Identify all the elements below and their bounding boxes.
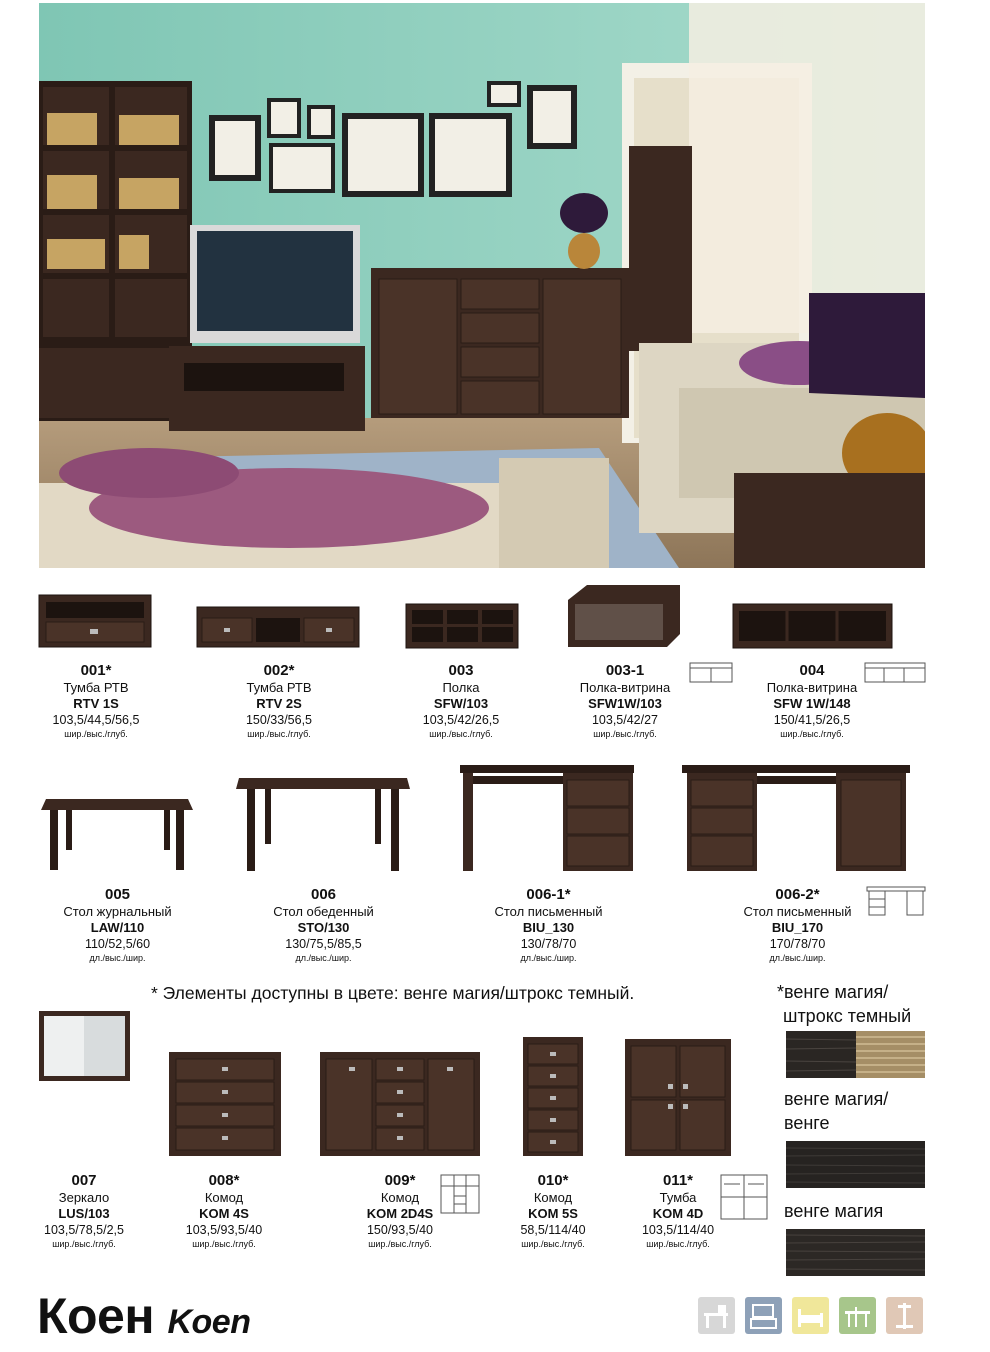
bedroom-icon[interactable] (792, 1297, 829, 1334)
product-name: Стол журнальный (63, 904, 172, 919)
product-dims: 103,5/42/27 (591, 713, 659, 727)
product-003 (405, 662, 517, 740)
chest-4s-image (168, 1051, 282, 1157)
availability-note: * Элементы доступны в цвете: венге магия/штрокс темный. (151, 983, 635, 1003)
swatch-2-label-line2: венге (784, 1113, 830, 1133)
shelf-image (405, 603, 519, 649)
product-unit: дл./выс./шир. (520, 953, 577, 963)
product-002 (223, 662, 335, 740)
product-code: 007 (71, 1172, 97, 1189)
product-model: SFW/103 (433, 696, 489, 711)
product-code: 006 (310, 886, 337, 903)
product-model: BIU_170 (771, 920, 824, 935)
product-code: 004 (799, 662, 825, 679)
swatch-wenge-magic-strox[interactable] (786, 1031, 925, 1078)
swatch-wenge-magic-wenge[interactable] (786, 1141, 925, 1188)
product-code: 005 (104, 886, 131, 903)
product-code: 009* (384, 1172, 416, 1189)
product-name: Полка (442, 680, 480, 695)
glass-shelf-sketch (689, 662, 733, 684)
product-006-1 (476, 886, 621, 964)
product-model: KOM 4D (652, 1206, 704, 1221)
product-model: LAW/110 (90, 920, 145, 935)
product-dims: 130/78/70 (520, 937, 577, 951)
product-dims: 150/41,5/26,5 (773, 713, 851, 727)
product-name: Тумба РТВ (63, 680, 129, 695)
product-dims: 130/75,5/85,5 (285, 937, 362, 951)
swatch-3-label (784, 1199, 883, 1223)
product-model: KOM 5S (528, 1206, 578, 1221)
product-unit: шир./выс./глуб. (429, 729, 493, 739)
product-008 (166, 1172, 282, 1250)
product-001 (40, 662, 152, 740)
product-dims: 110/52,5/60 (84, 937, 151, 951)
desk-170-image (681, 764, 911, 872)
product-code: 003-1 (605, 662, 645, 679)
product-model: KOM 4S (199, 1206, 249, 1221)
product-dims: 170/78/70 (769, 937, 826, 951)
product-name: Полка-витрина (579, 680, 671, 695)
product-unit: шир./выс./глуб. (192, 1239, 256, 1249)
product-dims: 58,5/114/40 (520, 1223, 586, 1237)
interior-photo (39, 3, 925, 568)
hallway-icon[interactable] (886, 1297, 923, 1334)
product-name: Тумба (659, 1190, 697, 1205)
product-dims: 103,5/44,5/56,5 (52, 713, 140, 727)
product-name: Комод (204, 1190, 244, 1205)
product-model: SFW 1W/148 (773, 696, 851, 711)
product-unit: шир./выс./глуб. (368, 1239, 432, 1249)
dining-table-image (235, 777, 411, 872)
product-name: Тумба РТВ (246, 680, 312, 695)
product-unit: шир./выс./глуб. (593, 729, 657, 739)
product-model: SFW1W/103 (588, 696, 662, 711)
collection-title-cyrillic: Коен (37, 1288, 155, 1344)
glass-shelf-148-image (732, 603, 893, 649)
product-004 (756, 662, 868, 740)
dining-room-icon[interactable] (839, 1297, 876, 1334)
living-room-icon[interactable] (745, 1297, 782, 1334)
desk-130-image (459, 764, 635, 872)
product-006-2 (725, 886, 870, 964)
tv-stand-2-image (196, 606, 360, 648)
product-name: Стол обеденный (273, 904, 374, 919)
glass-shelf-image (567, 584, 681, 648)
product-model: RTV 1S (73, 696, 119, 711)
swatch-1-label-line2: штрокс темный (783, 1006, 912, 1026)
product-code: 003 (448, 662, 474, 679)
product-model: RTV 2S (256, 696, 302, 711)
product-005 (45, 886, 190, 964)
product-code: 006-2* (775, 886, 820, 903)
swatch-1-label-line1: *венге магия/ (777, 982, 889, 1002)
product-name: Комод (380, 1190, 420, 1205)
product-code: 001* (80, 662, 112, 679)
product-dims: 103,5/78,5/2,5 (44, 1223, 124, 1237)
collection-title-latin: Koen (167, 1303, 251, 1341)
product-unit: шир./выс./глуб. (780, 729, 844, 739)
product-code: 010* (537, 1172, 569, 1189)
product-006 (251, 886, 396, 964)
product-unit: шир./выс./глуб. (521, 1239, 585, 1249)
product-003-1 (569, 662, 681, 740)
product-code: 006-1* (526, 886, 571, 903)
product-unit: дл./выс./шир. (769, 953, 826, 963)
product-name: Комод (533, 1190, 573, 1205)
product-model: BIU_130 (522, 920, 575, 935)
product-010 (495, 1172, 611, 1250)
coffee-table-image (40, 798, 194, 872)
desk-170-sketch (866, 886, 926, 916)
product-unit: шир./выс./глуб. (646, 1239, 710, 1249)
product-code: 008* (208, 1172, 240, 1189)
product-name: Полка-витрина (766, 680, 858, 695)
product-unit: шир./выс./глуб. (247, 729, 311, 739)
chest-2d4s-image (319, 1051, 481, 1157)
product-model: STO/130 (297, 920, 350, 935)
product-name: Зеркало (58, 1190, 110, 1205)
product-dims: 103,5/42/26,5 (422, 713, 500, 727)
product-dims: 150/93,5/40 (366, 1223, 434, 1237)
swatch-wenge-magic[interactable] (786, 1229, 925, 1276)
product-code: 011* (662, 1172, 694, 1189)
product-model: LUS/103 (58, 1206, 110, 1221)
swatch-2-label-line1: венге магия/ (784, 1089, 889, 1109)
product-unit: шир./выс./глуб. (64, 729, 128, 739)
product-unit: шир./выс./глуб. (52, 1239, 116, 1249)
product-name: Стол письменный (494, 904, 603, 919)
swatch-2-label (784, 1087, 888, 1135)
tv-stand-1-image (38, 594, 152, 648)
swatch-3-label-line1: венге магия (784, 1201, 884, 1221)
product-unit: дл./выс./шир. (295, 953, 352, 963)
product-dims: 150/33/56,5 (245, 713, 313, 727)
product-code: 002* (263, 662, 295, 679)
chest-5s-image (522, 1036, 584, 1157)
product-dims: 103,5/114/40 (641, 1223, 715, 1237)
product-model: KOM 2D4S (366, 1206, 434, 1221)
collection-title (37, 1286, 250, 1352)
product-007 (26, 1172, 142, 1250)
mirror-image (38, 1010, 131, 1082)
product-009 (342, 1172, 458, 1250)
product-dims: 103,5/93,5/40 (185, 1223, 263, 1237)
cabinet-4d-image (624, 1038, 732, 1157)
product-011 (620, 1172, 736, 1250)
glass-shelf-148-sketch (864, 662, 926, 684)
swatch-1-label (777, 980, 911, 1028)
product-unit: дл./выс./шир. (89, 953, 146, 963)
product-name: Стол письменный (743, 904, 852, 919)
office-icon[interactable] (698, 1297, 735, 1334)
